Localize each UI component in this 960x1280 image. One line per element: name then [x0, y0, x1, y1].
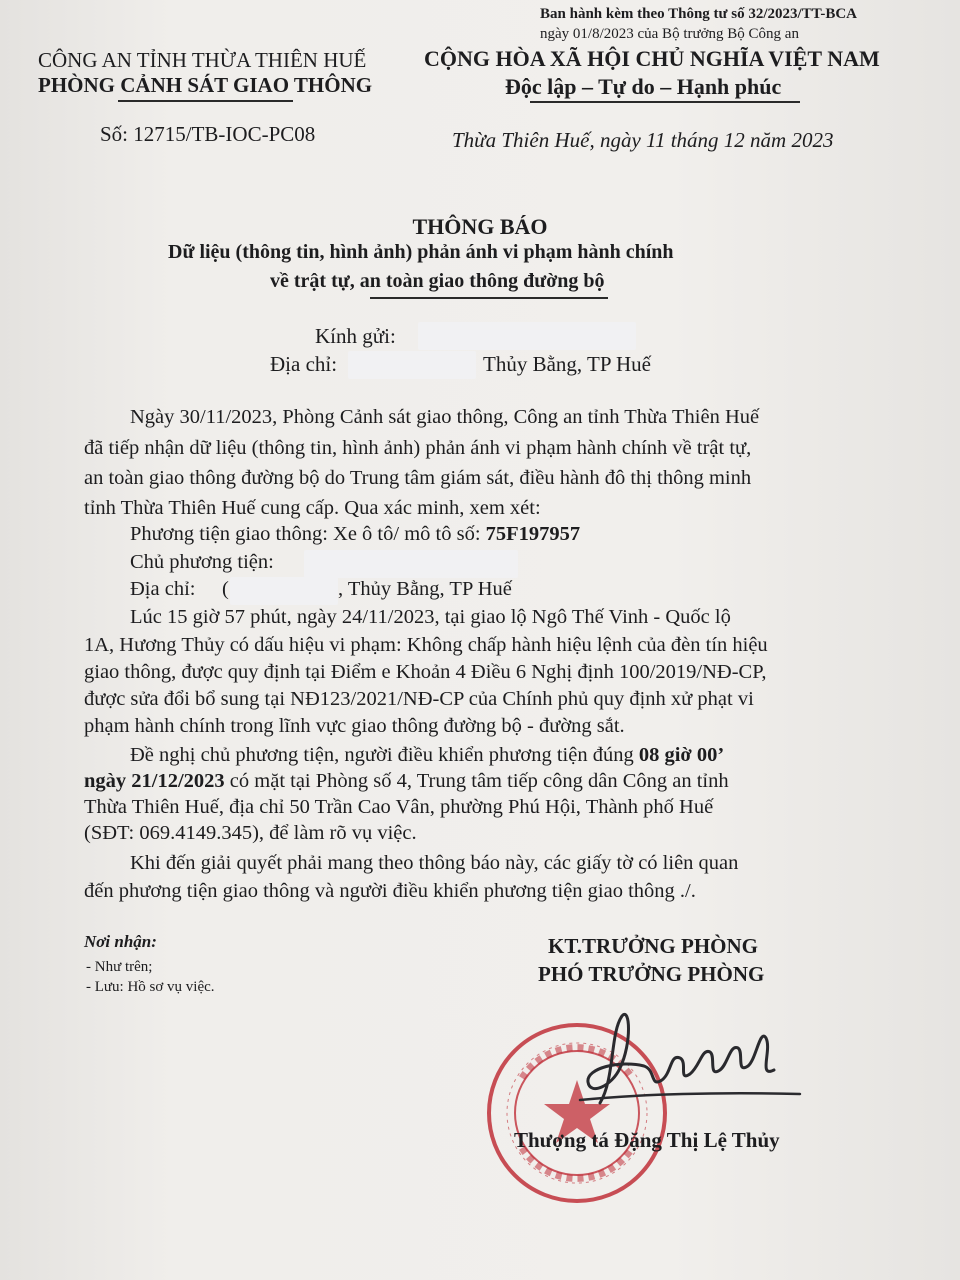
- paragraph2-line3: giao thông, được quy định tại Điểm e Khoản 4 Điều 6 Nghị định 100/2019/NĐ-CP,: [84, 661, 767, 683]
- paragraph4-line2: đến phương tiện giao thông và người điều khiển phương tiện giao thông ./.: [84, 880, 696, 902]
- paragraph3-rest: có mặt tại Phòng số 4, Trung tâm tiếp công dân Công an tỉnh: [224, 770, 729, 792]
- paragraph3-line3: Thừa Thiên Huế, địa chỉ 50 Trần Cao Vân, phường Phú Hội, Thành phố Huế: [84, 796, 714, 818]
- owner-label: Chủ phương tiện:: [130, 551, 274, 573]
- signature-title-1: KT.TRƯỞNG PHÒNG: [548, 934, 758, 958]
- appointment-time: 08 giờ 00’: [638, 744, 725, 766]
- paragraph3-line4: (SĐT: 069.4149.345), để làm rõ vụ việc.: [84, 822, 417, 844]
- legal-basis-line2: ngày 01/8/2023 của Bộ trưởng Bộ Công an: [540, 26, 799, 42]
- address-label: Địa chỉ:: [270, 352, 338, 376]
- recipients-item: - Như trên;: [86, 959, 153, 975]
- department: PHÒNG CẢNH SÁT GIAO THÔNG: [38, 73, 373, 97]
- owner-address-label: Địa chỉ:: [130, 578, 196, 600]
- paragraph1-line3: an toàn giao thông đường bộ do Trung tâm giám sát, điều hành đô thị thông minh: [84, 467, 752, 489]
- national-motto: Độc lập – Tự do – Hạnh phúc: [505, 74, 782, 99]
- paragraph1-line1: Ngày 30/11/2023, Phòng Cảnh sát giao thông, Công an tỉnh Thừa Thiên Huế: [130, 406, 760, 428]
- redaction-owner-name: [304, 550, 518, 578]
- recipients-item: - Lưu: Hồ sơ vụ việc.: [86, 979, 215, 995]
- handwritten-signature: [560, 1008, 810, 1118]
- paragraph1-line4: tỉnh Thừa Thiên Huế cung cấp. Qua xác minh, xem xét:: [84, 497, 541, 519]
- subtitle-underline: [370, 297, 608, 299]
- document-number: Số: 12715/TB-IOC-PC08: [100, 122, 316, 146]
- paragraph1-line2: đã tiếp nhận dữ liệu (thông tin, hình ảnh) phản ánh vi phạm hành chính về trật tự,: [84, 437, 752, 459]
- signer-name: Thượng tá Đặng Thị Lệ Thủy: [514, 1128, 780, 1152]
- recipient-label: Kính gửi:: [315, 324, 396, 348]
- owner-address-prefix: (: [222, 578, 229, 600]
- appointment-date: ngày 21/12/2023: [84, 770, 225, 792]
- paragraph2-line4: được sửa đổi bổ sung tại NĐ123/2021/NĐ-CP của Chính phủ quy định xử phạt vi: [84, 688, 754, 710]
- parent-org: CÔNG AN TỈNH THỪA THIÊN HUẾ: [38, 48, 367, 72]
- paragraph3-line1: [130, 744, 724, 767]
- national-title: CỘNG HÒA XÃ HỘI CHỦ NGHĨA VIỆT NAM: [424, 46, 880, 71]
- subtitle-line2: về trật tự, an toàn giao thông đường bộ: [270, 270, 605, 292]
- redaction-recipient-name: [418, 322, 636, 350]
- vehicle-label: Phương tiện giao thông: Xe ô tô/ mô tô số:: [130, 523, 486, 545]
- redaction-owner-address: [230, 577, 338, 605]
- signature-title-2: PHÓ TRƯỞNG PHÒNG: [538, 962, 765, 986]
- paragraph2-line1: Lúc 15 giờ 57 phút, ngày 24/11/2023, tại giao lộ Ngô Thế Vinh - Quốc lộ: [130, 606, 731, 628]
- paragraph3-start: Đề nghị chủ phương tiện, người điều khiển phương tiện đúng: [130, 744, 639, 766]
- place-date: Thừa Thiên Huế, ngày 11 tháng 12 năm 2023: [452, 128, 834, 152]
- address-suffix: Thủy Bằng, TP Huế: [483, 352, 651, 376]
- paragraph2-line5: phạm hành chính trong lĩnh vực giao thông đường bộ - đường sắt.: [84, 715, 625, 737]
- document-title: THÔNG BÁO: [412, 214, 548, 239]
- paragraph3-line2: [84, 770, 729, 793]
- recipients-heading: Nơi nhận:: [84, 932, 157, 951]
- vehicle-line: [130, 523, 580, 546]
- owner-address-suffix: , Thủy Bằng, TP Huế: [338, 578, 512, 600]
- paragraph4-line1: Khi đến giải quyết phải mang theo thông báo này, các giấy tờ có liên quan: [130, 852, 739, 874]
- license-plate: 75F197957: [485, 523, 581, 545]
- paragraph2-line2: 1A, Hương Thủy có dấu hiệu vi phạm: Không chấp hành hiệu lệnh của đèn tín hiệu: [84, 634, 768, 656]
- subtitle-line1: Dữ liệu (thông tin, hình ảnh) phản ánh vi phạm hành chính: [168, 241, 674, 263]
- motto-underline: [530, 101, 800, 103]
- redaction-recipient-address: [348, 351, 476, 379]
- department-underline: [118, 100, 293, 102]
- legal-basis-line1: Ban hành kèm theo Thông tư số 32/2023/TT-BCA: [540, 6, 857, 22]
